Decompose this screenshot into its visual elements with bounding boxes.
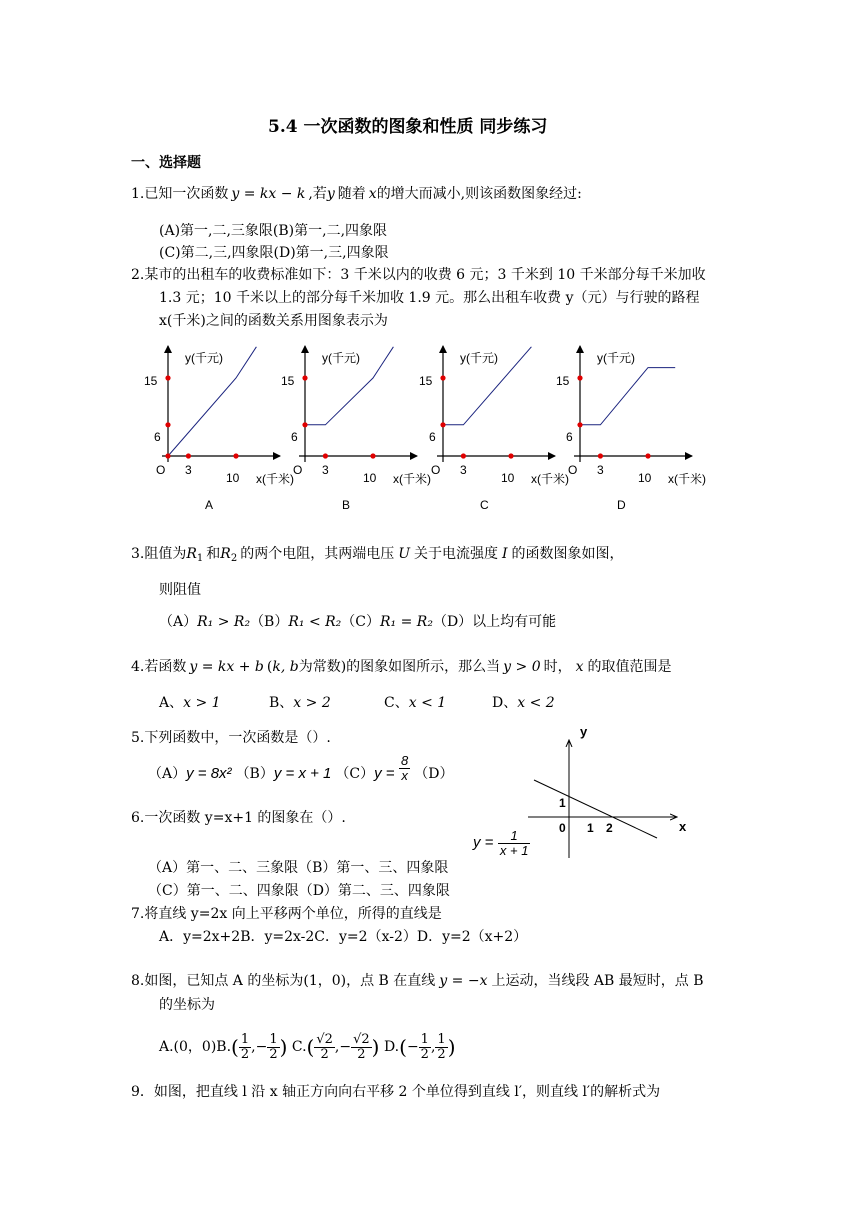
graph-tick-15: 15 (419, 374, 433, 388)
taxi-fare-graphs (130, 340, 730, 520)
q5-fraction-c (399, 754, 410, 782)
q5-formula-c-lhs: y = (374, 765, 395, 783)
q3-cmp-c: R₁ = R₂ (380, 614, 433, 630)
graph-option-label: D (617, 498, 626, 512)
q5-fraction-c-num: 8 (401, 753, 409, 768)
graph-x-label: x(千米) (531, 472, 569, 486)
q3-opt-d: （D）以上均有可能 (432, 614, 557, 630)
q8-d-x-den: 2 (420, 1046, 429, 1062)
q4-opt-d-value: x < 2 (517, 695, 555, 711)
q1-text-b: ,若 (308, 186, 327, 202)
graph-tick-10: 10 (501, 471, 515, 485)
q8-opt-c: C. (291, 1039, 307, 1055)
graph-B (281, 346, 431, 512)
q3-text-b: 的两个电阻，其两端电压 (240, 546, 395, 562)
q8-formula: y = −x (439, 973, 488, 989)
question-8-line2: 的坐标为 (159, 997, 215, 1013)
q3-cmp-a: R₁ > R₂ (197, 614, 251, 630)
question-6-options-row1: （A）第一、二、三象限（B）第一、三、四象限 (148, 860, 449, 876)
graph-tick-origin: O (568, 463, 578, 477)
q5-formula-d-lhs: y = (473, 834, 494, 852)
q5-opt-a: （A） (148, 766, 187, 783)
graph-marker-dot (323, 453, 328, 458)
q4-kb: k, b (272, 659, 299, 675)
q4-line-graph (520, 718, 700, 863)
q5-formula-d (473, 829, 530, 857)
q8-d-y-num: 1 (437, 1031, 446, 1047)
q3-opt-b: （B） (250, 614, 289, 630)
question-4-stem (131, 660, 672, 674)
graph-x-label: x(千米) (256, 472, 294, 486)
graph-marker-dot (165, 453, 170, 458)
q8-c-comma: , (334, 1039, 340, 1055)
q4-option-c (384, 696, 446, 710)
question-1-options-row2: (C)第二,三,四象限(D)第一,三,四象限 (159, 245, 389, 261)
q3-r1: R (186, 546, 197, 562)
q8-c-x (314, 1033, 335, 1061)
q4-opt-c-label: C、 (384, 695, 409, 711)
q4-text-a: 4.若函数 (131, 659, 187, 675)
graph-option-label: A (205, 498, 214, 512)
question-1-stem (131, 187, 582, 201)
q4-option-b (269, 696, 331, 710)
q8-b-y-num: 1 (269, 1031, 278, 1047)
q4-option-a (159, 696, 221, 710)
q8-d-minus: − (406, 1039, 419, 1055)
question-7-options: A．y=2x+2B．y=2x-2C．y=2（x-2）D．y=2（x+2） (159, 929, 528, 945)
q4-text-c: 为常数)的图象如图所示，那么当 (298, 659, 501, 675)
graph-A (144, 346, 294, 512)
graph-tick-3: 3 (597, 463, 604, 477)
q4-opt-d-label: D、 (492, 695, 518, 711)
q3-text-a: 3.阻值为 (131, 546, 187, 562)
q4-text-e: 的取值范围是 (587, 659, 672, 675)
q8-opt-a: A.(0，0)B. (159, 1039, 232, 1055)
graph-marker-dot (461, 453, 466, 458)
graph-tick-10: 10 (226, 471, 240, 485)
q3-r1-sub: 1 (196, 553, 204, 564)
question-5-stem: 5.下列函数中，一次函数是（）. (131, 730, 331, 746)
question-3-line1 (131, 547, 624, 564)
graph-tick-6: 6 (429, 430, 436, 444)
q3-r2: R (220, 546, 231, 562)
q1-text-a: 1.已知一次函数 (131, 186, 229, 202)
question-8-line1 (131, 974, 704, 988)
q5-fraction-d (498, 829, 531, 857)
q4-label-one: 1 (559, 796, 566, 810)
graph-marker-dot (577, 422, 582, 427)
graph-C (419, 346, 569, 512)
q4-function-line (534, 780, 657, 838)
graph-marker-dot (302, 422, 307, 427)
q3-text-d: 的函数图象如图， (511, 546, 624, 562)
section-heading: 一、选择题 (131, 155, 201, 171)
graph-tick-10: 10 (638, 471, 652, 485)
graph-tick-15: 15 (144, 374, 158, 388)
graph-tick-3: 3 (322, 463, 329, 477)
q3-text-c: 关于电流强度 (414, 546, 499, 562)
graph-marker-dot (165, 422, 170, 427)
q4-opt-c-value: x < 1 (408, 695, 447, 711)
q1-text-d: 的增大而减小,则该函数图象经过: (376, 186, 582, 202)
graph-tick-3: 3 (185, 463, 192, 477)
q8-b-comma: , (251, 1039, 256, 1055)
q3-r2-sub: 2 (230, 553, 238, 564)
q1-formula: y = kx − k (231, 186, 306, 202)
graph-marker-dot (440, 375, 445, 380)
q8-d-y (435, 1033, 447, 1061)
graph-tick-6: 6 (154, 430, 161, 444)
graph-y-label: y(千元) (322, 351, 360, 365)
graph-marker-dot (165, 375, 170, 380)
graph-tick-origin: O (293, 463, 303, 477)
graph-marker-dot (598, 453, 603, 458)
question-8-options: A.(0，0)B.( $\frac{1}{2}$ ,− $\frac{1}{2}$ ) C.( $\frac{√2}{2}$ ,− $\frac{√2}{2}$ ) D.(− $\frac{1}{2}$ , $\frac{1}{2}$ ) (159, 1031, 456, 1062)
q4-cond: y > 0 (503, 659, 541, 675)
q8-c-y (351, 1033, 372, 1061)
graph-marker-dot (440, 422, 445, 427)
q3-U: U (398, 546, 411, 562)
graph-marker-dot (508, 453, 513, 458)
question-3-options (159, 615, 556, 629)
graph-y-label: y(千元) (185, 351, 223, 365)
q5-fraction-d-den: x + 1 (499, 842, 529, 858)
q4-label-origin: 0 (559, 821, 566, 835)
q4-option-d (492, 696, 555, 710)
q3-cmp-b: R₁ < R₂ (288, 614, 342, 630)
q8-b-y (267, 1033, 279, 1061)
q3-I: I (502, 546, 508, 562)
question-5-options (148, 753, 454, 788)
graph-fare-line (580, 368, 675, 425)
q4-text-b: ( (266, 659, 273, 675)
q8-b-x-num: 1 (240, 1031, 250, 1047)
q4-label-x1: 1 (587, 821, 594, 835)
question-1-options-row1: (A)第一,二,三象限(B)第一,二,四象限 (159, 223, 388, 239)
question-9-stem: 9．如图，把直线 l 沿 x 轴正方向向右平移 2 个单位得到直线 l′，则直线 l′的解析式为 (131, 1084, 661, 1100)
question-2-line2: 1.3 元；10 千米以上的部分每千米加收 1.9 元。那么出租车收费 y（元）与行驶的路程 (159, 290, 700, 306)
question-3-line2: 则阻值 (159, 582, 201, 598)
graph-marker-dot (233, 453, 238, 458)
graph-tick-origin: O (156, 463, 166, 477)
q8-text-b: 上运动，当线段 AB 最短时，点 B (491, 973, 704, 989)
q5-opt-b: （B） (235, 766, 274, 783)
q3-and: 和 (206, 546, 221, 562)
q8-d-comma: , (430, 1039, 436, 1055)
graph-option-label: B (342, 498, 351, 512)
q8-opt-d: D. (383, 1039, 400, 1055)
q8-c-minus: − (339, 1039, 352, 1055)
graph-option-label: C (480, 498, 489, 512)
q4-text-d: 时， (543, 659, 572, 675)
q8-b-minus: − (255, 1039, 268, 1055)
q5-opt-d: （D） (414, 766, 454, 783)
q1-var-x: x (368, 186, 377, 202)
q4-formula: y = kx + b (189, 659, 264, 675)
graph-D (556, 346, 706, 512)
q8-b-x (239, 1033, 251, 1061)
q8-d-x-num: 1 (420, 1031, 429, 1047)
graph-marker-dot (370, 453, 375, 458)
q8-text-a: 8.如图，已知点 A 的坐标为(1，0)，点 B 在直线 (131, 973, 436, 989)
q4-opt-b-value: x > 2 (293, 695, 331, 711)
q4-label-x2: 2 (606, 821, 613, 835)
q8-d-y-den: 2 (437, 1046, 446, 1062)
q4-opt-a-value: x > 1 (183, 695, 221, 711)
graph-marker-dot (302, 375, 307, 380)
graph-tick-15: 15 (281, 374, 295, 388)
q5-opt-c: （C） (335, 766, 375, 783)
q8-c-y-num: √2 (353, 1031, 370, 1047)
page-title: 5.4 一次函数的图象和性质 同步练习 (268, 117, 548, 137)
graph-tick-3: 3 (460, 463, 467, 477)
q1-var-y: y (326, 186, 335, 202)
question-6-options-row2: （C）第一、二、四象限（D）第二、三、四象限 (148, 883, 450, 899)
question-7-stem: 7.将直线 y=2x 向上平移两个单位，所得的直线是 (131, 906, 442, 922)
graph-x-label: x(千米) (393, 472, 431, 486)
question-6-stem: 6.一次函数 y=x+1 的图象在（）. (131, 810, 346, 826)
q5-fraction-d-num: 1 (498, 829, 531, 844)
graph-tick-origin: O (431, 463, 441, 477)
graph-marker-dot (186, 453, 191, 458)
graph-y-label: y(千元) (460, 351, 498, 365)
graph-x-label: x(千米) (668, 472, 706, 486)
q8-c-x-den: 2 (320, 1046, 329, 1062)
graph-tick-10: 10 (363, 471, 377, 485)
graph-y-label: y(千元) (597, 351, 635, 365)
q5-formula-b: y = x + 1 (273, 765, 332, 783)
q8-c-y-den: 2 (357, 1046, 366, 1062)
q1-text-c: 随着 (337, 186, 366, 202)
q8-b-x-den: 2 (240, 1046, 250, 1062)
q4-opt-b-label: B、 (269, 695, 294, 711)
question-2-line3: x(千米)之间的函数关系用图象表示为 (159, 313, 388, 329)
graph-marker-dot (645, 453, 650, 458)
q8-c-x-num: √2 (316, 1031, 333, 1047)
graph-tick-15: 15 (556, 374, 570, 388)
q4-label-y: y (580, 724, 588, 739)
q8-d-x (419, 1033, 431, 1061)
q5-fraction-c-den: x (401, 767, 408, 783)
q3-opt-a: （A） (159, 614, 198, 630)
q4-label-x: x (679, 819, 687, 834)
q4-var-x: x (575, 659, 584, 675)
graph-tick-6: 6 (566, 430, 573, 444)
question-2-line1: 2.某市的出租车的收费标准如下：3 千米以内的收费 6 元；3 千米到 10 千米部分每千米加收 (131, 267, 706, 283)
q4-opt-a-label: A、 (159, 695, 184, 711)
graph-marker-dot (577, 375, 582, 380)
graph-tick-6: 6 (291, 430, 298, 444)
q3-opt-c: （C） (341, 614, 381, 630)
q5-formula-a: y = 8x² (186, 765, 232, 783)
q8-b-y-den: 2 (269, 1046, 278, 1062)
